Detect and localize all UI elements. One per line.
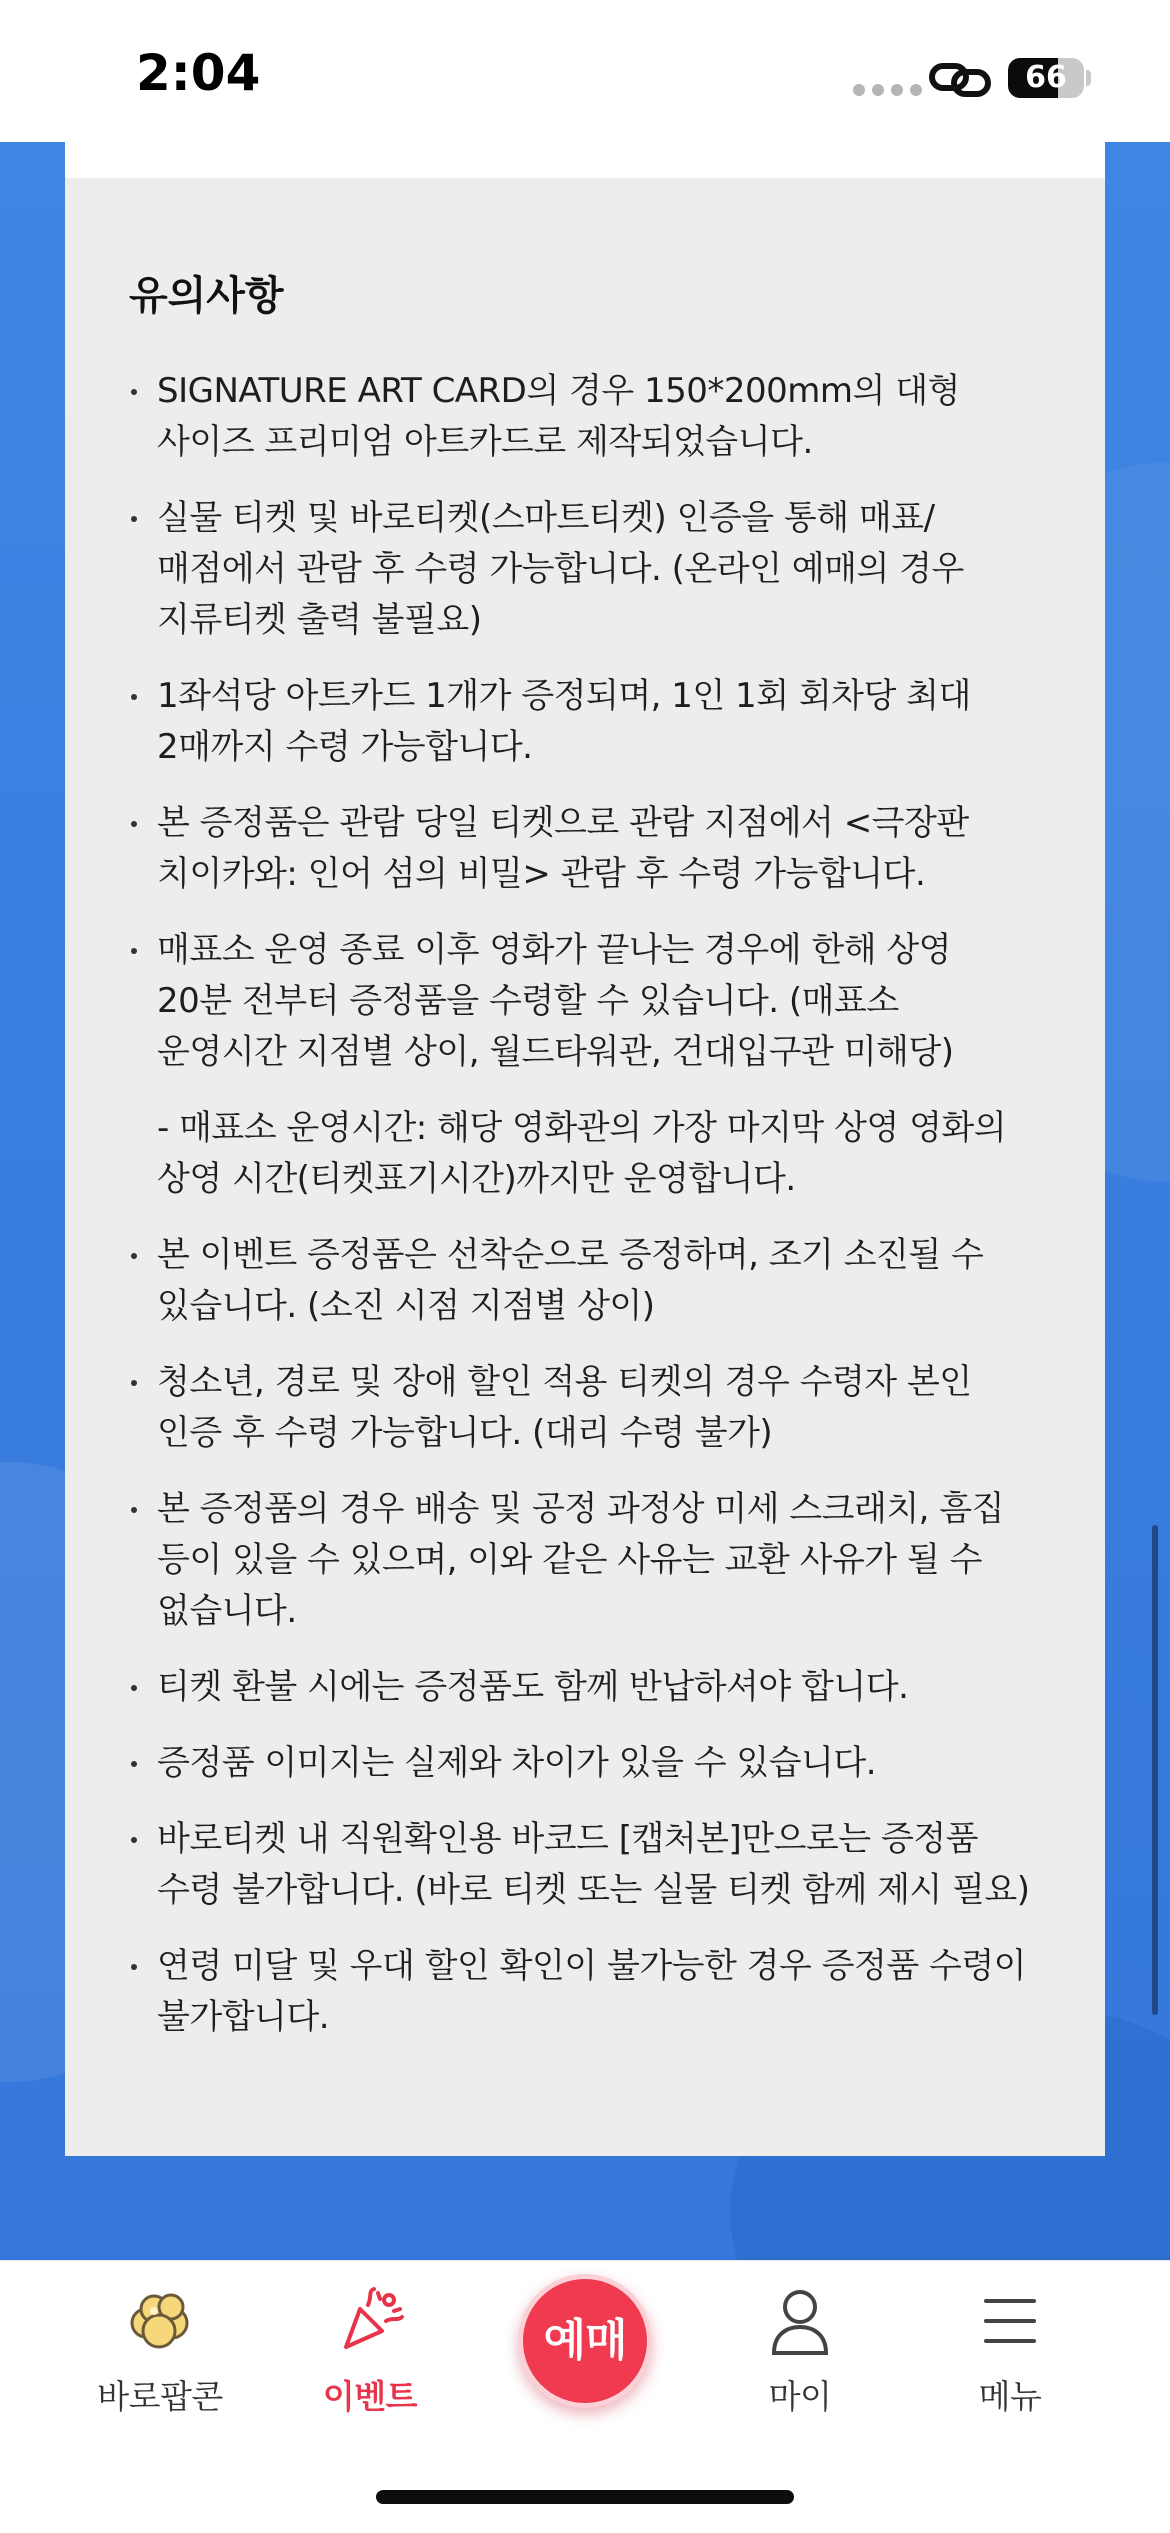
home-indicator[interactable] <box>376 2490 794 2504</box>
notice-item-text: 본 증정품의 경우 배송 및 공정 과정상 미세 스크래치, 흠집 등이 있을 수 있으며, 이와 같은 사유는 교환 사유가 될 수 없습니다. <box>157 1489 1004 1631</box>
nav-item-my[interactable] <box>720 2285 880 2418</box>
notice-list-continued <box>129 1230 1035 2043</box>
person-icon <box>764 2285 836 2357</box>
battery-tip <box>1086 70 1091 86</box>
notice-item-text: 1좌석당 아트카드 1개가 증정되며, 1인 1회 회차당 최대 2매까지 수령 가능합니다. <box>157 676 971 767</box>
notice-sub-note: - 매표소 운영시간: 해당 영화관의 가장 마지막 상영 영화의 상영 시간(티켓표기시간)까지만 운영합니다. <box>157 1108 1007 1199</box>
notice-item <box>129 671 1035 773</box>
notice-item-text: 티켓 환불 시에는 증정품도 함께 반납하셔야 합니다. <box>157 1667 909 1707</box>
nav-item-popcorn[interactable] <box>80 2285 240 2418</box>
hamburger-menu-icon <box>974 2285 1046 2357</box>
notice-item <box>129 1357 1035 1459</box>
nav-item-event[interactable] <box>290 2285 450 2418</box>
content-card-top <box>65 142 1105 178</box>
notice-item-text: 증정품 이미지는 실제와 차이가 있을 수 있습니다. <box>157 1743 877 1783</box>
notice-section <box>65 178 1105 2156</box>
notice-item <box>129 366 1035 468</box>
notice-item-text: 본 증정품은 관람 당일 티켓으로 관람 지점에서 <극장판 치이카와: 인어 섬의 비밀> 관람 후 수령 가능합니다. <box>157 803 969 894</box>
party-popper-icon <box>334 2285 406 2357</box>
notice-list <box>129 366 1035 1078</box>
popcorn-icon <box>124 2285 196 2357</box>
notice-item-text: SIGNATURE ART CARD의 경우 150*200mm의 대형 사이즈 프리미엄 아트카드로 제작되었습니다. <box>157 371 960 462</box>
notice-item-text: 매표소 운영 종료 이후 영화가 끝나는 경우에 한해 상영 20분 전부터 증정품을 수령할 수 있습니다. (매표소 운영시간 지점별 상이, 월드타워관, 건대입구관 미해당) <box>157 930 954 1072</box>
notice-item-text: 바로티켓 내 직원확인용 바코드 [캡처본]만으로는 증정품 수령 불가합니다. (바로 티켓 또는 실물 티켓 함께 제시 필요) <box>157 1819 1030 1910</box>
notice-title: 유의사항 <box>129 273 284 319</box>
notice-item-text: 본 이벤트 증정품은 선착순으로 증정하며, 조기 소진될 수 있습니다. (소진 시점 지점별 상이) <box>157 1235 984 1326</box>
notice-item-text: 청소년, 경로 및 장애 할인 적용 티켓의 경우 수령자 본인 인증 후 수령 가능합니다. (대리 수령 불가) <box>157 1362 972 1453</box>
scroll-indicator[interactable] <box>1152 1525 1158 2015</box>
notice-item <box>129 798 1035 900</box>
battery-icon <box>1008 58 1084 98</box>
nav-label-menu: 메뉴 <box>978 2377 1042 2416</box>
nav-item-menu[interactable] <box>930 2285 1090 2418</box>
status-time: 2:04 <box>136 44 261 102</box>
link-icon <box>928 58 992 102</box>
notice-item <box>129 493 1035 646</box>
notice-item <box>129 1941 1035 2043</box>
cellular-signal-icon <box>853 84 922 96</box>
nav-label-event: 이벤트 <box>322 2377 418 2416</box>
notice-item <box>129 1230 1035 1332</box>
battery-level: 66 <box>1025 60 1067 95</box>
status-bar <box>0 0 1170 142</box>
book-ticket-button[interactable]: 예매 <box>518 2274 652 2408</box>
notice-item <box>129 1484 1035 1637</box>
nav-label-my: 마이 <box>768 2377 832 2416</box>
nav-label-popcorn: 바로팝콘 <box>97 2377 223 2416</box>
notice-item <box>129 925 1035 1078</box>
notice-item <box>129 1662 1035 1713</box>
notice-item-text: 연령 미달 및 우대 할인 확인이 불가능한 경우 증정품 수령이 불가합니다. <box>157 1946 1027 2037</box>
notice-item-text: 실물 티켓 및 바로티켓(스마트티켓) 인증을 통해 매표/매점에서 관람 후 수령 가능합니다. (온라인 예매의 경우 지류티켓 출력 불필요) <box>157 498 964 640</box>
notice-item <box>129 1738 1035 1789</box>
notice-item <box>129 1814 1035 1916</box>
